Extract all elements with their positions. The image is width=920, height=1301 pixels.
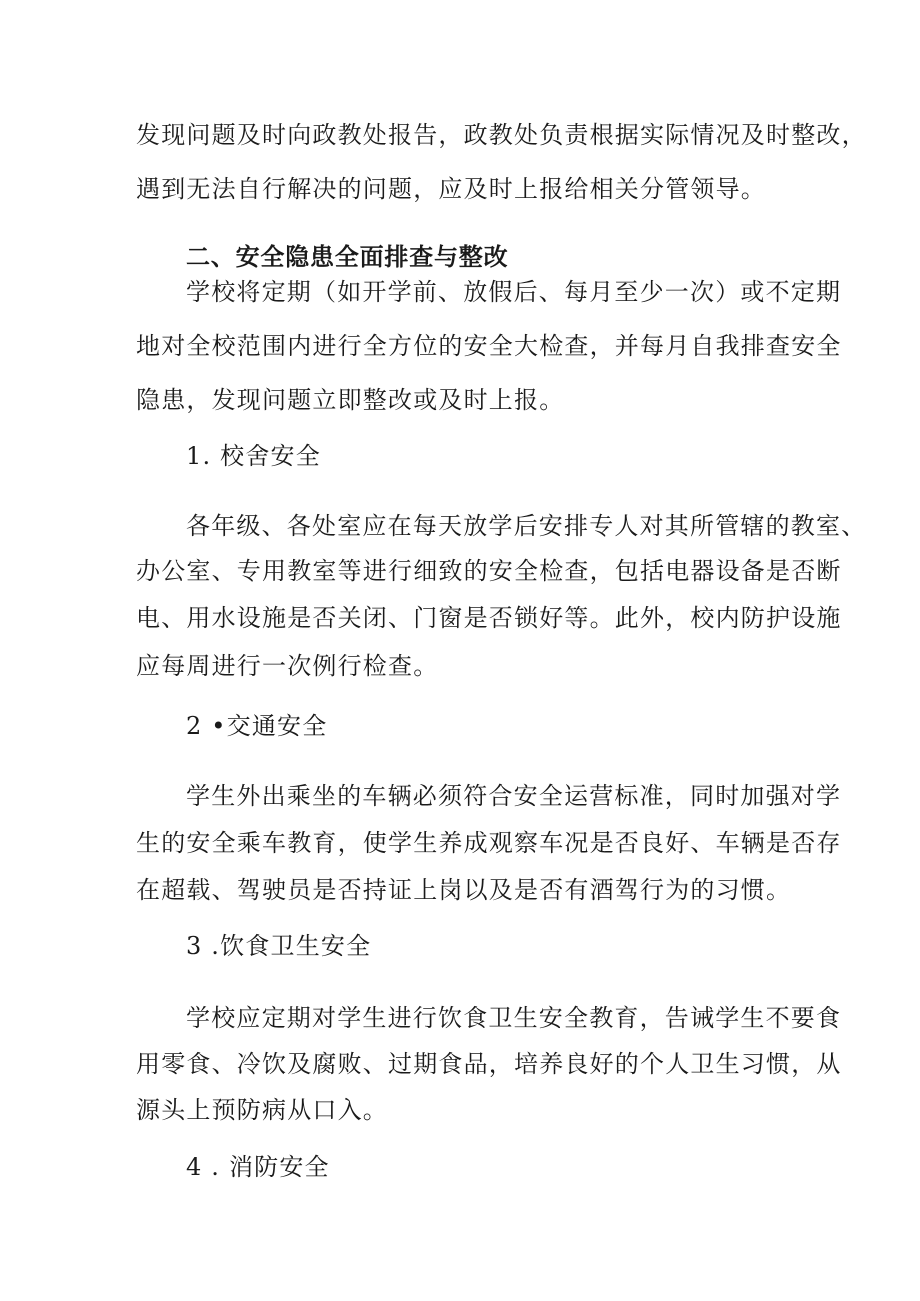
item1-line-2: 办公室、专用教室等进行细致的安全检查，包括电器设备是否断 <box>136 557 842 585</box>
item4-title: 4 . 消防安全 <box>186 1153 330 1181</box>
item1-line-4: 应每周进行一次例行检查。 <box>136 652 439 680</box>
item1-title: 1. 校舍安全 <box>186 442 321 470</box>
item1-line-1: 各年级、各处室应在每天放学后安排专人对其所管辖的教室、 <box>186 512 867 540</box>
item3-line-3: 源头上预防病从口入。 <box>136 1096 388 1124</box>
section2-line-2: 地对全校范围内进行全方位的安全大检查，并每月自我排查安全 <box>136 332 842 360</box>
item2-title: 2 •交通安全 <box>186 712 328 740</box>
item2-line-2: 生的安全乘车教育，使学生养成观察车况是否良好、车辆是否存 <box>136 829 842 857</box>
item3-line-1: 学校应定期对学生进行饮食卫生安全教育，告诫学生不要食 <box>186 1004 842 1032</box>
item3-line-2: 用零食、冷饮及腐败、过期食品，培养良好的个人卫生习惯，从 <box>136 1050 842 1078</box>
section2-line-1: 学校将定期（如开学前、放假后、每月至少一次）或不定期 <box>186 278 842 306</box>
intro-line-2: 遇到无法自行解决的问题，应及时上报给相关分管领导。 <box>136 175 766 203</box>
section2-line-3: 隐患，发现问题立即整改或及时上报。 <box>136 386 565 414</box>
item2-line-1: 学生外出乘坐的车辆必须符合安全运营标准，同时加强对学 <box>186 782 842 810</box>
item3-title: 3 .饮食卫生安全 <box>186 932 372 960</box>
section-heading: 二、安全隐患全面排查与整改 <box>186 243 509 271</box>
item2-line-3: 在超载、驾驶员是否持证上岗以及是否有酒驾行为的习惯。 <box>136 876 792 904</box>
item1-line-3: 电、用水设施是否关闭、门窗是否锁好等。此外，校内防护设施 <box>136 604 842 632</box>
intro-line-1: 发现问题及时向政教处报告，政教处负责根据实际情况及时整改， <box>136 121 867 149</box>
